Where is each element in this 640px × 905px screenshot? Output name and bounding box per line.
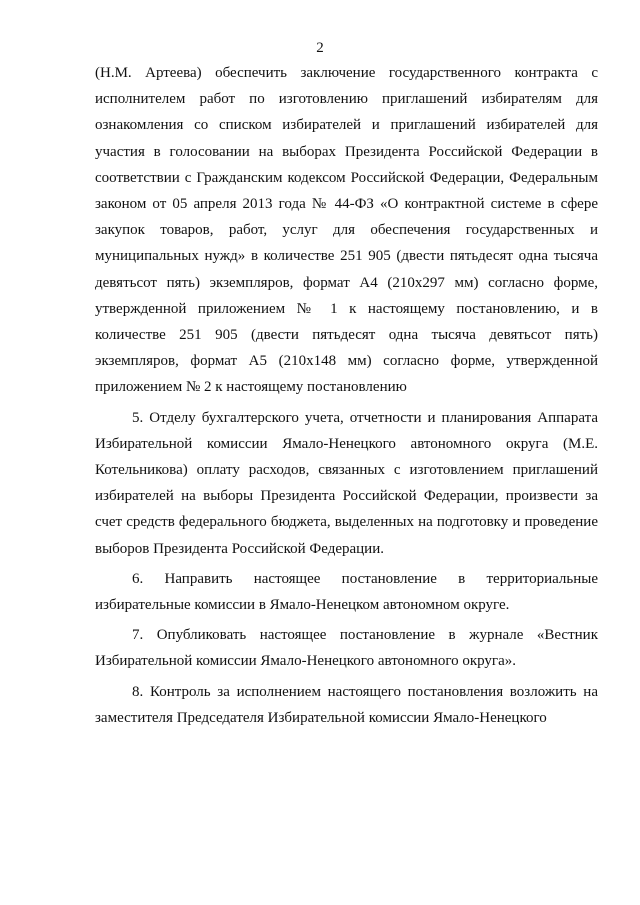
page-number: 2	[316, 40, 324, 56]
paragraph-continuation: (Н.М. Артеева) обеспечить заключение государственного контракта с исполнителем работ по изготовлению приглашений избирателям для ознакомления со списком избирателей и приглашений избирателей для участия в голосовании на выборах Президента Российской Федерации в соответствии с Гражданским кодексом Российской Федерации, Федеральным законом от 05 апреля 2013 года № 44-ФЗ «О контрактной системе в сфере закупок товаров, работ, услуг для обеспечения государственных и муниципальных нужд» в количестве 251 905 (двести пятьдесят одна тысяча девятьсот пять) экземпляров, формат А4 (210х297 мм) согласно форме, утвержденной приложением № 1 к настоящему постановлению, и в количестве 251 905 (двести пятьдесят одна тысяча девятьсот пять) экземпляров, формат А5 (210х148 мм) согласно форме, утвержденной приложением № 2 к настоящему постановлению	[95, 65, 598, 396]
paragraph-item-6: 6. Направить настоящее постановление в территориальные избирательные комиссии в Ямало-Ненецком автономном округе.	[95, 570, 598, 614]
paragraph-item-5: 5. Отделу бухгалтерского учета, отчетности и планирования Аппарата Избирательной комиссии Ямало-Ненецкого автономного округа (М.Е. Котельникова) оплату расходов, связанных с изготовлением приглашений избирателей на выборы Президента Российской Федерации, произвести за счет средств федерального бюджета, выделенных на подготовку и проведение выборов Президента Российской Федерации.	[95, 409, 598, 557]
document-body	[95, 60, 598, 735]
paragraph-item-7: 7. Опубликовать настоящее постановление в журнале «Вестник Избирательной комиссии Ямало-Ненецкого автономного округа».	[95, 627, 598, 670]
paragraph-item-8: 8. Контроль за исполнением настоящего постановления возложить на заместителя Председателя Избирательной комиссии Ямало-Ненецкого	[95, 683, 598, 726]
